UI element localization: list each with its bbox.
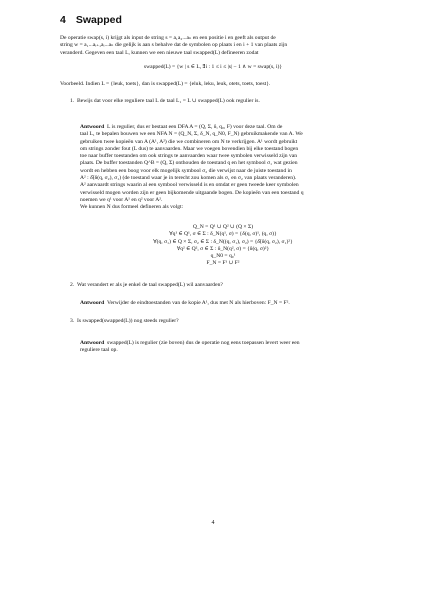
equation-line: ∀q² ∈ Q², σ ∈ Σ : δ_N(q², σ) = {δ(q, σ)²} [176,245,270,252]
equation-line: ∀q¹ ∈ Q¹, σ ∈ Σ : δ_N(q¹, σ) = {δ(q, σ)¹, (q, σ)} [169,231,277,238]
page-number: 4 [211,520,215,526]
answer-1: Antwoord L is regulier, dus er bestaat een DFA A = (Q, Σ, δ, q₀, F) voor deze taal. Om de taal L₁ te bepalen bouwen we een NFA N = (Q_N, Σ, δ_N, q_N0, F_N) gebruikmakende van A. We gebruiken twee kopieën van A (A¹, A²) die we combineren om N te verkrijgen. A¹ wordt gebruikt om strings zonder fout (L dus) te aanvaarden. Maar we voegen bovendien bij elke toestand bogen toe naar buffer toestanden om ook strings te aanvaarden waar twee symbolen verwisseld zijn van plaats. De buffer toestanden Q^B = (Q, Σ) onthouden de toestand q en het symbool σ₁ wat gezien wordt en hebben een boog voor elk mogelijk symbool σ₂ die verwijst naar de juiste toestand in A² : δ̂(δ(q, σ₂), σ₁) (de toestand waar je in terecht zou komen als σ₁ en σ₂ van plaats veranderen). A² aanvaardt strings waarin al een symbool verwisseld is en omdat er geen tweede keer symbolen verwisseld mogen worden zijn er geen bijkomende uitgaande bogen. De kopieën van een toestand q noemen we q¹ voor A¹ en q² voor A². We kunnen N dus formeel defineren als volgt: [80,124,366,212]
intro-line: string w = a₁...aᵢ₊₁aᵢ...aₙ die gelijk is aan s behalve dat de symbolen op plaats i en i + 1 van plaats zijn [60,42,288,49]
equation-line: ∀(q, σ₁) ∈ Q × Σ, σ₂ ∈ Σ : δ_N((q, σ₁), σ₂) = {δ̂(δ(q, σ₂), σ₁)²} [153,238,293,245]
answer-label: Antwoord [80,124,105,130]
formal-definition [80,224,366,268]
answer-label: Antwoord [80,340,105,346]
question-number: 3. [70,318,75,324]
section-heading [60,14,122,26]
example-line: Voorbeeld. Indien L = {leuk, toets}, dan is swapped(L) = {elu​k, leku, leuk, otets, toets, toest}. [60,81,271,87]
equation-line: Q_N = Q¹ ∪ Q² ∪ (Q × Σ) [192,224,254,230]
intro-line: De operatie swap(s, i) krijgt als input de string s = a₁a₂...aₙ en een positie i en geeft als output de [60,35,276,41]
formal-intro: We kunnen N dus formeel defineren als volgt: [80,204,184,211]
answer-2: Antwoord Verwijder de eindtoestanden van de kopie A¹, dus met N als hierboven: F_N = F². [80,300,290,306]
question-1 [70,98,366,105]
answer-label: Antwoord [80,300,105,306]
question-text: Bewijs dat voor elke reguliere taal L de taal L₁ = L ∪ swapped(L) ook regulier is. [77,98,260,104]
question-3 [70,318,366,325]
intro-line: veranderd. Gegeven een taal L, kunnen we een nieuwe taal swapped(L) defineeren zodat [60,49,259,56]
question-number: 2. [70,282,75,288]
equation-line: F_N = F¹ ∪ F² [206,260,240,267]
section-title: Swapped [75,14,122,26]
intro-paragraph [60,35,366,57]
question-text: Is swapped(swapped(L)) nog steeds regulier? [77,318,179,324]
definition-equation: swapped(L) = {w | s ∈ L, ∃i : 1 ≤ i ≤ |s| − 1 ∧ w = swap(s, i)} [143,64,283,70]
question-number: 1. [70,98,75,104]
question-text: Wat verandert er als je enkel de taal swapped(L) wil aanvaarden? [77,282,223,288]
section-number: 4 [60,14,66,26]
answer-3: Antwoord swapped(L) is regulier (zie boven) dus de operatie nog eens toepassen levert weer een reguliere taal op. [80,340,300,354]
question-2 [70,282,366,289]
equation-line: q_N0 = q₀¹ [210,253,236,260]
